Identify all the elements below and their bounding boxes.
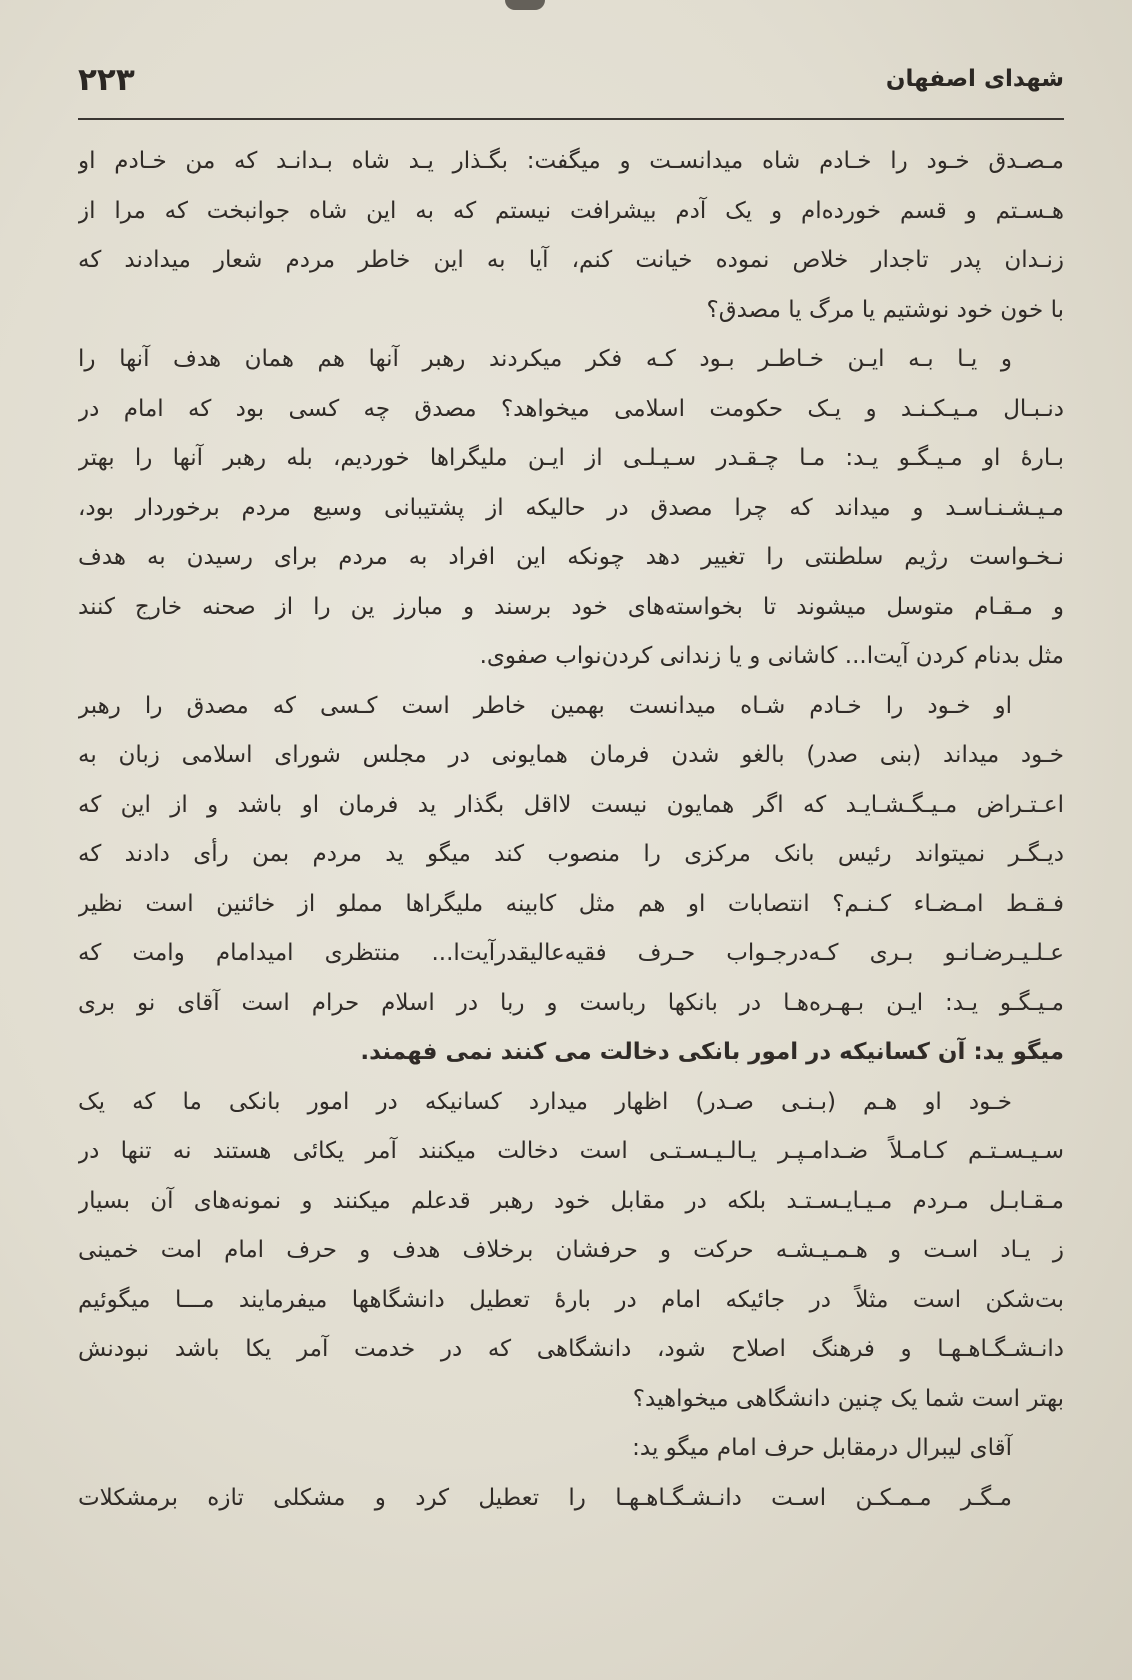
text-line: سـیـسـتـم کـامـلاً ضـدامـپـر یـالـیـسـتـی است دخالت میکنند آمر یکائی هستند نه تنها در	[78, 1138, 1064, 1164]
text-line: زنـدان پدر تاجدار خلاص نموده خیانت کنم، آیا به این خاطر مردم شعار میدادند که	[78, 247, 1064, 273]
text-line: مـقـابـل مـردم مـیـایـسـتـد بلکه در مقابل خود رهبر قدعلم میکنند و نمونه‌های آن بسیار	[78, 1187, 1064, 1214]
text-line: میگو ید: آن کسانیکه در امور بانکی دخالت می کنند نمی فهمند.	[360, 1039, 1064, 1065]
text-line: عـلـیـرضـانـو بـری کـه‌درجـواب حـرف فقیه‌عالیقدرآیت‌ا... منتظری امیدامام وامت که	[78, 940, 1064, 966]
text-line: بـارهٔ او مـیـگـو یـد: مـا چـقـدر سـیـلـی از ایـن ملیگراها خوردیم، بله رهبر آنها را بهتر	[78, 445, 1064, 471]
page-number: ۲۲۳	[78, 62, 135, 98]
text-line: دیـگـر نمیتواند رئیس بانک مرکزی را منصوب کند میگو ید مردم بمن رأی دادند که	[78, 841, 1064, 867]
text-line: ز یـاد اسـت و هـمـیـشـه حرکت و حرفشان برخلاف هدف و حرف امام امت خمینی	[78, 1237, 1064, 1263]
text-line: با خون خود نوشتیم یا مرگ یا مصدق؟	[706, 296, 1064, 323]
text-line: بهتر است شما یک چنین دانشگاهی میخواهید؟	[632, 1385, 1064, 1412]
text-line: و مـقـام متوسل میشوند تا بخواسته‌های خود برسند و مبارز ین را از صحنه خارج کنند	[78, 593, 1064, 620]
text-line: و یـا بـه ایـن خـاطـر بـود کـه فکر میکردند رهبر آنها هم همان هدف آنها را	[78, 346, 1012, 372]
text-line: او خـود را خـادم شـاه میدانست بهمین خاطر است کـسی که مصدق را رهبر	[78, 692, 1012, 719]
page-header	[78, 62, 1064, 120]
text-line: فـقـط امـضـاء کـنـم؟ انتصابات او هم مثل کابینه ملیگراها مملو از خائنین است نظیر	[78, 890, 1064, 917]
text-line: هـسـتم و قسم خورده‌ام و یک آدم بیشرافت نیستم که به این شاه جوانبخت که مرا از	[78, 197, 1064, 224]
text-line: مـگـر مـمـکـن اسـت دانـشـگـاهـهـا را تعطیل کرد و مشکلی تازه برمشکلات	[78, 1484, 1012, 1511]
text-line: مـصـدق خـود را خـادم شاه میدانسـت و میگفت: بگـذار یـد شاه بـدانـد که من خـادم او	[78, 148, 1064, 174]
running-title: شهدای اصفهان	[885, 66, 1064, 92]
text-line: خـود میداند (بنی صدر) بالغو شدن فرمان همایونی در مجلس شورای اسلامی زبان به	[78, 742, 1064, 768]
binding-mark	[505, 0, 545, 10]
text-line: بت‌شکن است مثلاً در جائیکه امام در بارهٔ تعطیل دانشگاهها میفرمایند مـــا میگوئیم	[78, 1286, 1064, 1313]
body-text	[78, 137, 1064, 1523]
text-line: نـخـواست رژیم سلطنتی را تغییر دهد چونکه این افراد به مردم برای رسیدن به هدف	[78, 544, 1064, 570]
text-line: مـیـشـنـاسـد و میداند که چرا مصدق در حالیکه از پشتیبانی وسیع مردم برخوردار بود،	[78, 494, 1064, 521]
text-line: مثل بدنام کردن آیت‌ا... کاشانی و یا زندانی کردن‌نواب صفوی.	[479, 643, 1064, 669]
text-line: اعـتـراض مـیـگـشـایـد که اگر همایون نیست لااقل بگذار ید فرمان او باشد و از این که	[78, 791, 1064, 818]
text-line: خـود او هـم (بـنـی صـدر) اظهار میدارد کسانیکه در امور بانکی ما که یک	[78, 1088, 1012, 1115]
text-line: دنـبـال مـیـکـنـد و یـک حکومت اسلامی میخواهد؟ مصدق چه کسی بود که امام در	[78, 395, 1064, 422]
text-line: آقای لیبرال درمقابل حرف امام میگو ید:	[632, 1435, 1012, 1461]
text-line: دانـشـگـاهـهـا و فرهنگ اصلاح شود، دانشگاهی که در خدمت آمر یکا باشد نبودنش	[78, 1336, 1064, 1362]
text-line: مـیـگـو یـد: ایـن بـهـره‌هـا در بانکها رباست و ربا در اسلام حرام است آقای نو بری	[78, 989, 1064, 1016]
